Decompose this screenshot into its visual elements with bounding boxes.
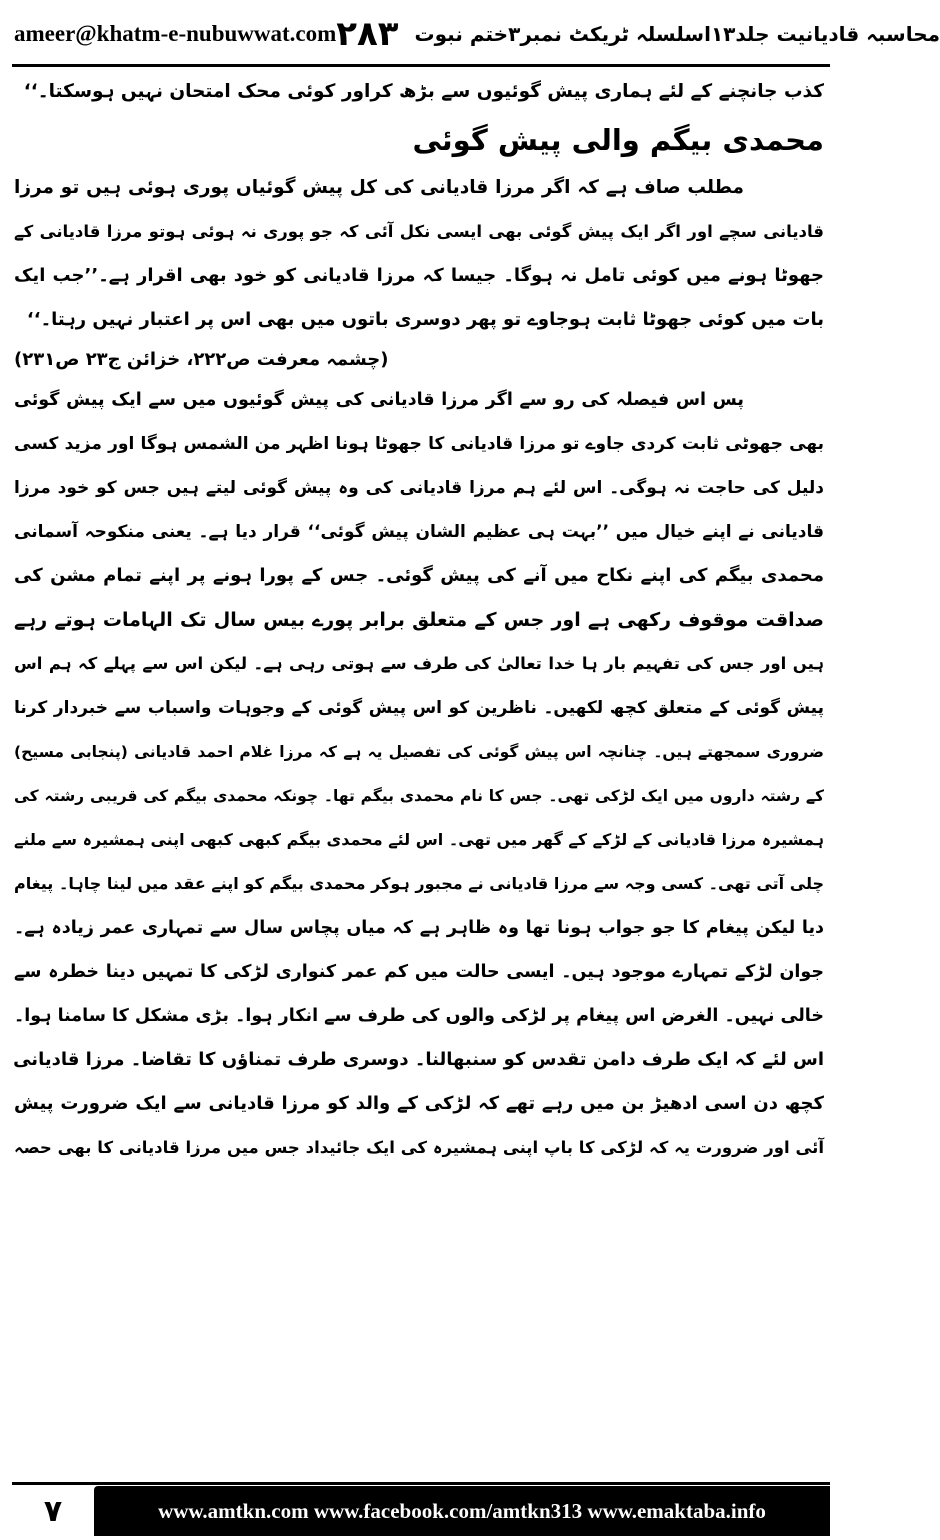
text-line: خالی نہیں۔ الغرض اس پیغام پر لڑکی والوں کی طرف سے انکار ہوا۔ بڑی مشکل کا سامنا ہوا۔ <box>14 1006 824 1026</box>
text-line: قادیانی سچے اور اگر ایک پیش گوئی بھی ایسی نکل آئی کہ جو پوری نہ ہوئی ہوتو مرزا قادیانی کے <box>14 222 824 241</box>
text-line: دیا لیکن پیغام کا جو جواب ہونا تھا وہ ظاہر ہے کہ میاں پچاس سال سے تمہاری عمر زیادہ ہے۔ <box>14 918 824 938</box>
text-line: جھوٹا ہونے میں کوئی تامل نہ ہوگا۔ جیسا کہ مرزا قادیانی کو خود بھی اقرار ہے۔’’جب ایک <box>14 265 824 286</box>
page-footer <box>12 1486 830 1536</box>
text-line: ضروری سمجھتے ہیں۔ چنانچہ اس پیش گوئی کی تفصیل یہ ہے کہ مرزا غلام احمد قادیانی (پنجابی مسیح) <box>14 743 824 761</box>
header-divider <box>12 64 830 67</box>
text-line: جوان لڑکے تمہارے موجود ہیں۔ ایسی حالت میں کم عمر کنواری لڑکی کا تمہیں دینا خطرہ سے <box>14 962 824 982</box>
text-line: ہیں اور جس کی تفہیم بار ہا خدا تعالیٰ کی طرف سے ہوتی رہی ہے۔ لیکن اس سے پہلے کہ ہم اس <box>14 654 824 673</box>
page-number: ۲۸۳ <box>336 14 399 54</box>
text-line: چلی آتی تھی۔ کسی وجہ سے مرزا قادیانی نے مجبور ہوکر محمدی بیگم کو اپنے عقد میں لینا چاہا۔ پیغام <box>14 874 824 893</box>
text-line: بات میں کوئی جھوٹا ثابت ہوجاوے تو پھر دوسری باتوں میں بھی اس پر اعتبار نہیں رہتا۔‘‘ <box>26 309 824 330</box>
citation: (چشمہ معرفت ص۲۲۲، خزائن ج۲۳ ص۲۳۱) <box>14 349 389 370</box>
text-line: پس اس فیصلہ کی رو سے اگر مرزا قادیانی کی پیش گوئیوں میں سے ایک پیش گوئی <box>14 390 744 410</box>
series-title: محاسبہ قادیانیت جلد۱۳اسلسلہ ٹریکٹ نمبر۳ختم نبوت <box>414 22 940 46</box>
header-email[interactable]: ameer@khatm-e-nubuwwat.com <box>14 21 337 46</box>
section-heading: محمدی بیگم والی پیش گوئی <box>412 123 824 157</box>
text-line: کے رشتہ داروں میں ایک لڑکی تھی۔ جس کا نام محمدی بیگم تھا۔ چونکہ محمدی بیگم کی قریبی رشتہ کی <box>14 787 824 805</box>
text-line: صداقت موقوف رکھی ہے اور جس کے متعلق برابر پورے بیس سال تک الہامات ہوتے رہے <box>14 609 824 631</box>
text-line: قادیانی نے اپنے خیال میں ’’بہت ہی عظیم الشان پیش گوئی‘‘ قرار دیا ہے۔ یعنی منکوحہ آسمانی <box>14 522 824 542</box>
text-line: بھی جھوٹی ثابت کردی جاوے تو مرزا قادیانی کا جھوٹا ہونا اظہر من الشمس ہوگا اور مزید کسی <box>14 434 824 454</box>
page-body <box>14 70 824 1478</box>
text-line: اس لئے کہ ایک طرف دامن تقدس کو سنبھالنا۔ دوسری طرف تمناؤں کا تقاضا۔ مرزا قادیانی <box>13 1049 824 1070</box>
text-line: دلیل کی حاجت نہ ہوگی۔ اس لئے ہم مرزا قادیانی کی وہ پیش گوئی لیتے ہیں جس کو خود مرزا <box>14 478 824 498</box>
text-line: آئی اور ضرورت یہ کہ لڑکی کا باپ اپنی ہمشیرہ کی ایک جائیداد جس میں مرزا قادیانی کا بھی حصہ <box>14 1138 824 1157</box>
text-line: پیش گوئی کے متعلق کچھ لکھیں۔ ناظرین کو اس پیش گوئی کے وجوہات واسباب سے خبردار کرنا <box>14 698 824 718</box>
footer-links[interactable]: www.amtkn.com www.facebook.com/amtkn313 www.emaktaba.info <box>94 1486 830 1536</box>
text-line: کذب جانچنے کے لئے ہماری پیش گوئیوں سے بڑھ کراور کوئی محک امتحان نہیں ہوسکتا۔‘‘ <box>23 81 824 102</box>
footer-page-number: ۷ <box>43 1493 63 1529</box>
text-line: ہمشیرہ مرزا قادیانی کے لڑکے کے گھر میں تھی۔ اس لئے محمدی بیگم کبھی کبھی اپنی ہمشیرہ سے ملنے <box>14 830 824 849</box>
page-header <box>14 6 940 62</box>
footer-divider <box>12 1482 830 1485</box>
header-title-group <box>336 14 940 54</box>
text-line: کچھ دن اسی ادھیڑ بن میں رہے تھے کہ لڑکی کے والد کو مرزا قادیانی سے ایک ضرورت پیش <box>14 1093 824 1114</box>
text-line: مطلب صاف ہے کہ اگر مرزا قادیانی کی کل پیش گوئیاں پوری ہوئی ہیں تو مرزا <box>14 177 744 198</box>
text-line: محمدی بیگم کی اپنے نکاح میں آنے کی پیش گوئی۔ جس کے پورا ہونے پر اپنے تمام مشن کی <box>14 565 824 586</box>
